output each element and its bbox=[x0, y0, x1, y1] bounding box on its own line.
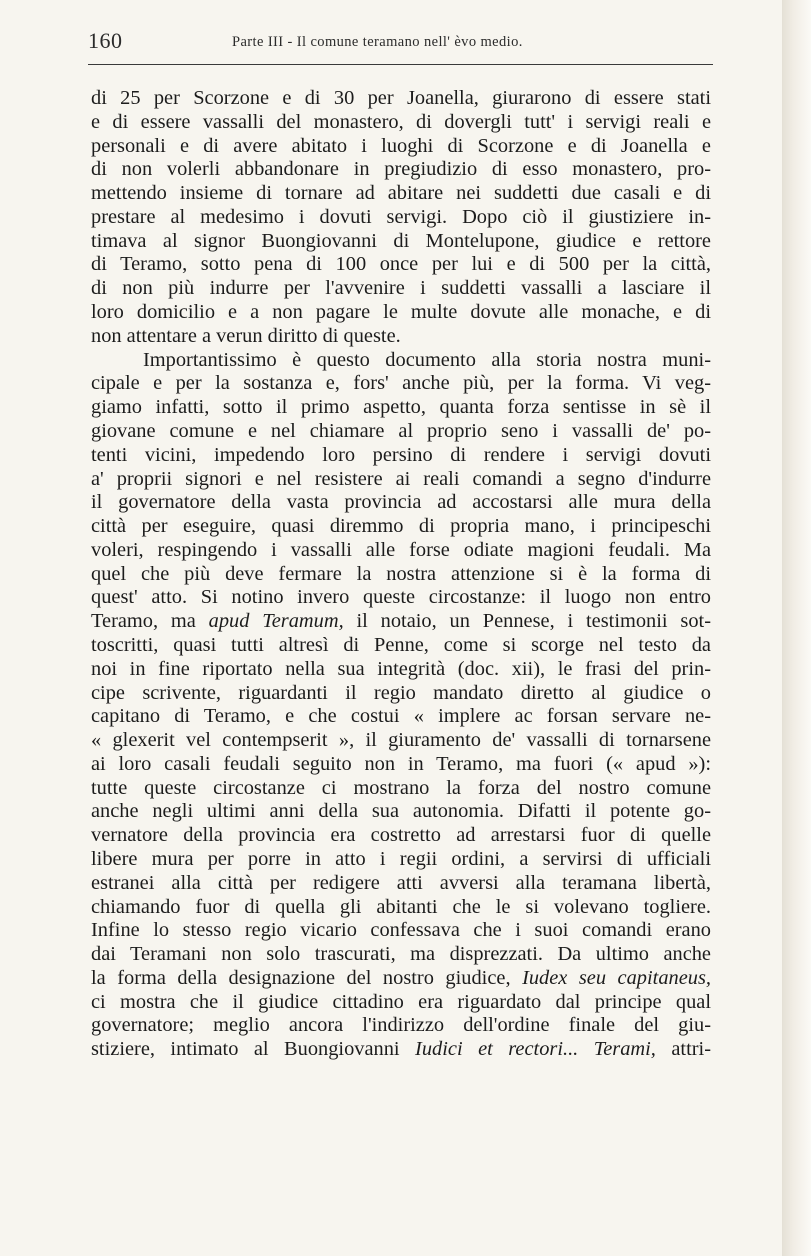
line-text: timava al signor Buongiovanni di Montelupone, giudice e rettore bbox=[91, 229, 711, 252]
line-text: cipe scrivente, riguardanti il regio mandato diretto al giudice o bbox=[91, 681, 711, 704]
page-number: 160 bbox=[88, 28, 123, 53]
text-line bbox=[91, 658, 711, 682]
line-text: tenti vicini, impedendo loro persino di rendere i servigi dovuti bbox=[91, 443, 711, 466]
line-text: la forma della designazione del nostro giudice, bbox=[91, 966, 523, 989]
text-line bbox=[91, 800, 711, 824]
text-line bbox=[91, 610, 711, 634]
line-text: Infine lo stesso regio vicario confessava che i suoi comandi erano bbox=[91, 919, 711, 942]
line-text: quest' atto. Si notino invero queste circostanze: il luogo non entro bbox=[91, 586, 711, 609]
line-text: attri- bbox=[655, 1038, 711, 1061]
page-header bbox=[88, 28, 713, 56]
line-text: loro domicilio e a non pagare le multe dovute alle monache, e di bbox=[91, 301, 711, 324]
line-text: voleri, respingendo i vassalli alle forse odiate magioni feudali. Ma bbox=[91, 538, 711, 561]
text-line bbox=[91, 563, 711, 587]
line-text: « glexerit vel contempserit », il giuramento de' vassalli di tornarsene bbox=[91, 729, 711, 752]
text-line bbox=[91, 872, 711, 896]
text-line bbox=[91, 182, 711, 206]
text-line bbox=[91, 753, 711, 777]
text-line bbox=[91, 777, 711, 801]
body-text bbox=[91, 87, 711, 1062]
line-text: non attentare a verun diritto di queste. bbox=[91, 324, 401, 347]
text-line bbox=[91, 634, 711, 658]
line-text: Teramo, ma bbox=[91, 610, 209, 633]
line-text: giovane comune e nel chiamare al proprio seno i vassalli de' po- bbox=[91, 419, 711, 442]
line-text: di 25 per Scorzone e di 30 per Joanella, giurarono di essere stati bbox=[91, 87, 711, 109]
line-text: tutte queste circostanze ci mostrano la forza del nostro comune bbox=[91, 776, 711, 799]
line-text: città per eseguire, quasi diremmo di propria mano, i principeschi bbox=[91, 515, 711, 538]
line-text: dai Teramani non solo trascurati, ma disprezzati. Da ultimo anche bbox=[91, 943, 711, 966]
text-line bbox=[91, 1038, 711, 1062]
line-text: toscritti, quasi tutti altresì di Penne, come si scorge nel testo da bbox=[91, 633, 711, 656]
text-line bbox=[91, 372, 711, 396]
text-line bbox=[91, 586, 711, 610]
text-line bbox=[91, 896, 711, 920]
line-text: a' proprii signori e nel resistere ai reali comandi a segno d'indurre bbox=[91, 467, 711, 490]
text-line bbox=[91, 87, 711, 111]
page-edge bbox=[782, 0, 811, 1256]
running-head: Parte III - Il comune teramano nell' èvo medio. bbox=[232, 34, 523, 50]
text-line bbox=[91, 491, 711, 515]
line-text: stiziere, intimato al Buongiovanni bbox=[91, 1038, 416, 1061]
line-text: ci mostra che il giudice cittadino era riguardato dal principe qual bbox=[91, 990, 711, 1013]
text-line bbox=[91, 111, 711, 135]
italic-text: Iudex seu capitaneus, bbox=[522, 966, 711, 989]
line-text: di Teramo, sotto pena di 100 once per lui e di 500 per la città, bbox=[91, 253, 711, 276]
text-line bbox=[91, 705, 711, 729]
line-text: ai loro casali feudali seguito non in Teramo, ma fuori (« apud »): bbox=[91, 752, 711, 775]
text-line bbox=[91, 253, 711, 277]
text-line bbox=[91, 444, 711, 468]
line-text: anche negli ultimi anni della sua autonomia. Difatti il potente go- bbox=[91, 800, 711, 823]
italic-text: apud Teramum, bbox=[208, 610, 344, 633]
line-text: chiamando fuor di quella gli abitanti che le si volevano togliere. bbox=[91, 895, 711, 918]
line-text: il notaio, un Pennese, i testimonii sot- bbox=[343, 610, 711, 633]
text-line bbox=[91, 325, 711, 349]
line-text: estranei alla città per redigere atti avversi alla teramana libertà, bbox=[91, 871, 711, 894]
line-text: capitano di Teramo, e che costui « implere ac forsan servare ne- bbox=[91, 705, 711, 728]
line-text: quel che più deve fermare la nostra attenzione si è la forma di bbox=[91, 562, 711, 585]
text-line bbox=[91, 682, 711, 706]
line-text: cipale e per la sostanza e, fors' anche più, per la forma. Vi veg- bbox=[91, 372, 711, 395]
line-text: noi in fine riportato nella sua integrità (doc. xii), le frasi del prin- bbox=[91, 657, 711, 680]
text-line bbox=[91, 967, 711, 991]
text-line bbox=[91, 158, 711, 182]
line-text: e di essere vassalli del monastero, di dovergli tutt' i servigi reali e bbox=[91, 110, 711, 133]
line-text: di non volerli abbandonare in pregiudizio di esso monastero, pro- bbox=[91, 158, 711, 181]
line-text: mettendo insieme di tornare ad abitare nei suddetti due casali e di bbox=[91, 182, 711, 205]
text-line bbox=[91, 991, 711, 1015]
line-text: libere mura per porre in atto i regii ordini, a servirsi di ufficiali bbox=[91, 848, 711, 870]
text-line bbox=[91, 301, 711, 325]
text-line bbox=[91, 919, 711, 943]
line-text: vernatore della provincia era costretto ad arrestarsi fuor di quelle bbox=[91, 824, 711, 847]
text-line bbox=[91, 943, 711, 967]
text-line bbox=[91, 206, 711, 230]
text-line bbox=[91, 539, 711, 563]
text-line bbox=[91, 515, 711, 539]
line-text: di non più indurre per l'avvenire i suddetti vassalli a lasciare il bbox=[91, 277, 711, 300]
text-line bbox=[91, 135, 711, 159]
line-text: prestare al medesimo i dovuti servigi. Dopo ciò il giustiziere in- bbox=[91, 205, 711, 228]
text-line bbox=[91, 277, 711, 301]
line-text: personali e di avere abitato i luoghi di Scorzone e di Joanella e bbox=[91, 134, 711, 157]
text-line bbox=[91, 824, 711, 848]
text-line bbox=[91, 468, 711, 492]
text-line bbox=[91, 349, 711, 373]
text-line bbox=[91, 396, 711, 420]
text-line bbox=[91, 1014, 711, 1038]
line-text: governatore; meglio ancora l'indirizzo dell'ordine finale del giu- bbox=[91, 1014, 711, 1037]
italic-text: Iudici et rectori... Terami, bbox=[415, 1038, 656, 1061]
text-line bbox=[91, 729, 711, 753]
header-rule bbox=[88, 64, 713, 65]
text-line bbox=[91, 230, 711, 254]
line-text: giamo infatti, sotto il primo aspetto, quanta forza sentisse in sè il bbox=[91, 396, 711, 419]
line-text: il governatore della vasta provincia ad accostarsi alle mura della bbox=[91, 491, 711, 514]
line-text: Importantissimo è questo documento alla storia nostra muni- bbox=[143, 348, 711, 371]
text-line bbox=[91, 420, 711, 444]
text-line bbox=[91, 848, 711, 872]
